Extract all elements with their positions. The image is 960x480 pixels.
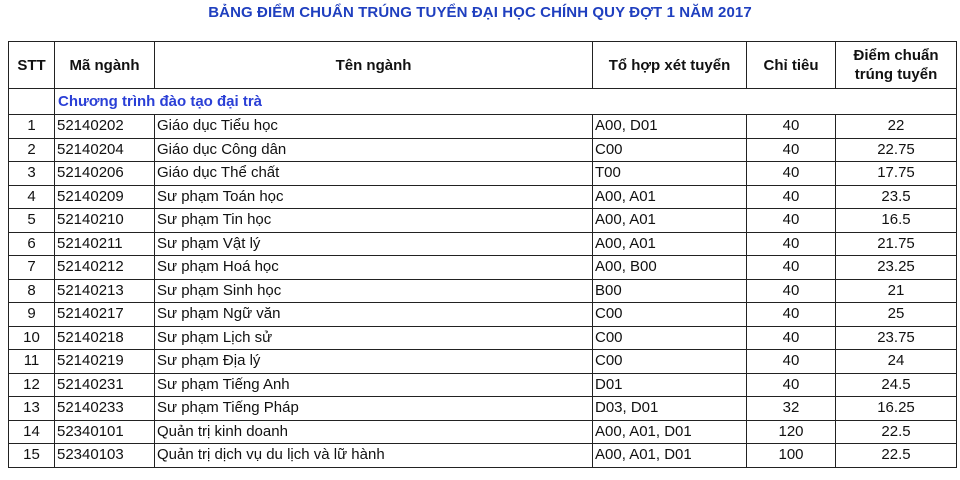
cell-to-hop: C00 [593, 138, 747, 162]
table-row [9, 373, 957, 397]
cell-stt: 10 [9, 326, 55, 350]
cell-ten-nganh: Giáo dục Thể chất [155, 162, 593, 186]
table-row [9, 209, 957, 233]
cell-to-hop: D01 [593, 373, 747, 397]
cell-diem-chuan: 16.25 [836, 397, 957, 421]
cell-chi-tieu: 40 [747, 115, 836, 139]
cell-diem-chuan: 23.5 [836, 185, 957, 209]
cell-diem-chuan: 22.75 [836, 138, 957, 162]
cell-to-hop: C00 [593, 303, 747, 327]
cell-stt: 13 [9, 397, 55, 421]
cell-to-hop: C00 [593, 350, 747, 374]
cell-ten-nganh: Sư phạm Lịch sử [155, 326, 593, 350]
cell-chi-tieu: 40 [747, 350, 836, 374]
cell-stt: 2 [9, 138, 55, 162]
cell-ten-nganh: Giáo dục Công dân [155, 138, 593, 162]
cell-ten-nganh: Sư phạm Hoá học [155, 256, 593, 280]
cell-ten-nganh: Sư phạm Vật lý [155, 232, 593, 256]
section-stt-empty [9, 89, 55, 115]
cell-diem-chuan: 22.5 [836, 420, 957, 444]
cell-stt: 15 [9, 444, 55, 468]
cell-ma-nganh: 52140210 [55, 209, 155, 233]
cell-diem-chuan: 24.5 [836, 373, 957, 397]
cell-to-hop: A00, B00 [593, 256, 747, 280]
section-row [9, 89, 957, 115]
cell-stt: 14 [9, 420, 55, 444]
cell-diem-chuan: 22 [836, 115, 957, 139]
cell-ma-nganh: 52140233 [55, 397, 155, 421]
cell-to-hop: T00 [593, 162, 747, 186]
table-row [9, 138, 957, 162]
table-row [9, 115, 957, 139]
cell-diem-chuan: 21 [836, 279, 957, 303]
cell-diem-chuan: 22.5 [836, 444, 957, 468]
cell-chi-tieu: 40 [747, 326, 836, 350]
cell-diem-chuan: 25 [836, 303, 957, 327]
table-row [9, 420, 957, 444]
header-diem-chuan [836, 42, 957, 89]
cell-stt: 9 [9, 303, 55, 327]
table-row [9, 162, 957, 186]
cell-ma-nganh: 52140219 [55, 350, 155, 374]
cell-chi-tieu: 40 [747, 162, 836, 186]
cell-ten-nganh: Sư phạm Sinh học [155, 279, 593, 303]
cell-chi-tieu: 120 [747, 420, 836, 444]
cell-ma-nganh: 52140206 [55, 162, 155, 186]
cell-to-hop: A00, A01, D01 [593, 444, 747, 468]
table-header-row [9, 42, 957, 89]
table-row [9, 185, 957, 209]
cell-ma-nganh: 52340103 [55, 444, 155, 468]
cell-stt: 6 [9, 232, 55, 256]
cell-ma-nganh: 52340101 [55, 420, 155, 444]
cell-chi-tieu: 40 [747, 279, 836, 303]
header-ten-nganh: Tên ngành [155, 42, 593, 89]
header-ma-nganh: Mã ngành [55, 42, 155, 89]
table-row [9, 256, 957, 280]
cell-stt: 4 [9, 185, 55, 209]
cell-ma-nganh: 52140212 [55, 256, 155, 280]
table-row [9, 350, 957, 374]
table-row [9, 303, 957, 327]
cell-chi-tieu: 100 [747, 444, 836, 468]
cell-ten-nganh: Sư phạm Địa lý [155, 350, 593, 374]
cell-chi-tieu: 40 [747, 185, 836, 209]
table-row [9, 279, 957, 303]
header-to-hop: Tổ hợp xét tuyển [593, 42, 747, 89]
table-row [9, 232, 957, 256]
admission-scores-table [8, 41, 957, 468]
page-title: BẢNG ĐIỂM CHUẨN TRÚNG TUYỂN ĐẠI HỌC CHÍNH QUY ĐỢT 1 NĂM 2017 [208, 4, 752, 21]
cell-ten-nganh: Sư phạm Ngữ văn [155, 303, 593, 327]
cell-ten-nganh: Sư phạm Toán học [155, 185, 593, 209]
cell-ten-nganh: Quản trị kinh doanh [155, 420, 593, 444]
cell-ten-nganh: Giáo dục Tiểu học [155, 115, 593, 139]
cell-diem-chuan: 21.75 [836, 232, 957, 256]
cell-to-hop: B00 [593, 279, 747, 303]
cell-ma-nganh: 52140217 [55, 303, 155, 327]
cell-ten-nganh: Sư phạm Tin học [155, 209, 593, 233]
cell-ma-nganh: 52140202 [55, 115, 155, 139]
cell-to-hop: C00 [593, 326, 747, 350]
cell-stt: 1 [9, 115, 55, 139]
cell-chi-tieu: 40 [747, 138, 836, 162]
cell-stt: 8 [9, 279, 55, 303]
cell-stt: 7 [9, 256, 55, 280]
table-row [9, 444, 957, 468]
cell-to-hop: A00, A01 [593, 185, 747, 209]
cell-ma-nganh: 52140204 [55, 138, 155, 162]
cell-stt: 11 [9, 350, 55, 374]
cell-ma-nganh: 52140211 [55, 232, 155, 256]
cell-stt: 3 [9, 162, 55, 186]
cell-stt: 5 [9, 209, 55, 233]
cell-ten-nganh: Sư phạm Tiếng Pháp [155, 397, 593, 421]
table-row [9, 397, 957, 421]
cell-ten-nganh: Sư phạm Tiếng Anh [155, 373, 593, 397]
cell-chi-tieu: 40 [747, 209, 836, 233]
cell-diem-chuan: 23.25 [836, 256, 957, 280]
cell-stt: 12 [9, 373, 55, 397]
header-diem-chuan-line2: trúng tuyển [854, 66, 938, 83]
cell-diem-chuan: 24 [836, 350, 957, 374]
cell-chi-tieu: 40 [747, 232, 836, 256]
cell-to-hop: A00, D01 [593, 115, 747, 139]
table-row [9, 326, 957, 350]
cell-diem-chuan: 17.75 [836, 162, 957, 186]
cell-ma-nganh: 52140231 [55, 373, 155, 397]
header-chi-tieu: Chỉ tiêu [747, 42, 836, 89]
header-stt: STT [9, 42, 55, 89]
cell-chi-tieu: 40 [747, 256, 836, 280]
cell-to-hop: A00, A01, D01 [593, 420, 747, 444]
cell-ma-nganh: 52140209 [55, 185, 155, 209]
cell-to-hop: D03, D01 [593, 397, 747, 421]
cell-to-hop: A00, A01 [593, 232, 747, 256]
cell-to-hop: A00, A01 [593, 209, 747, 233]
cell-diem-chuan: 16.5 [836, 209, 957, 233]
cell-chi-tieu: 32 [747, 397, 836, 421]
header-diem-chuan-line1: Điểm chuẩn [853, 47, 939, 64]
cell-ma-nganh: 52140213 [55, 279, 155, 303]
cell-ten-nganh: Quản trị dịch vụ du lịch và lữ hành [155, 444, 593, 468]
cell-chi-tieu: 40 [747, 373, 836, 397]
cell-chi-tieu: 40 [747, 303, 836, 327]
section-label: Chương trình đào tạo đại trà [55, 89, 957, 115]
cell-diem-chuan: 23.75 [836, 326, 957, 350]
cell-ma-nganh: 52140218 [55, 326, 155, 350]
